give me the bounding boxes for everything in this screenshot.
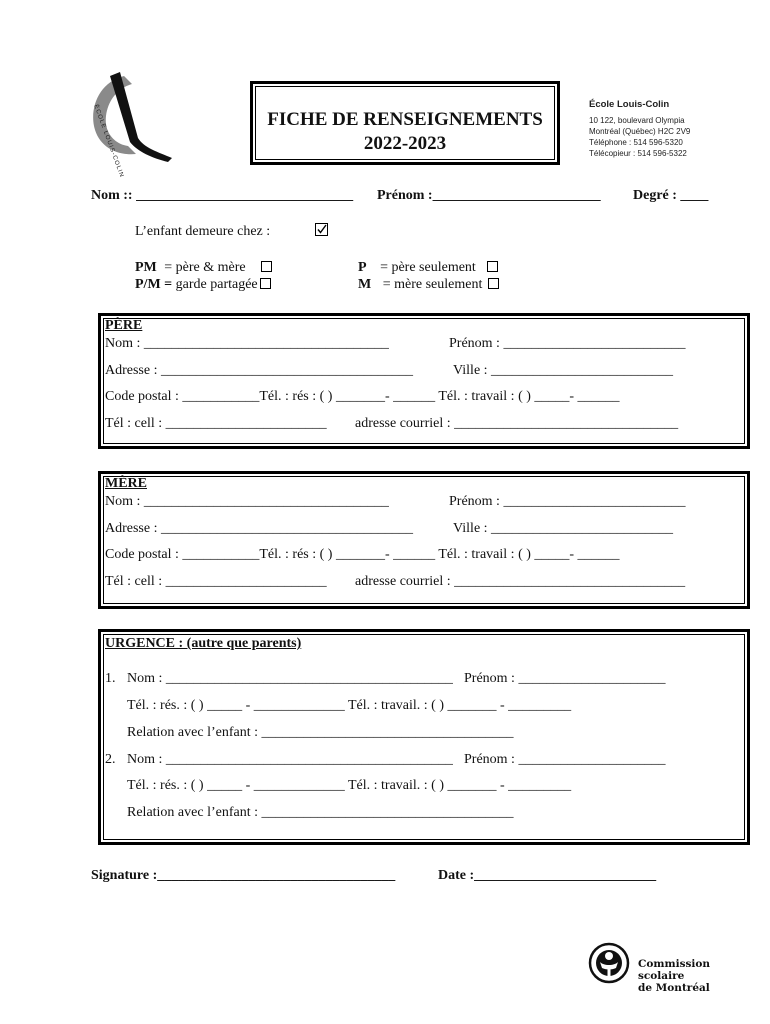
mere-cell-field[interactable]: Tél : cell : _______________________ (105, 574, 327, 589)
option-p-code: P (358, 260, 367, 275)
signature-field[interactable]: Signature :__________________________________ (91, 868, 396, 883)
title-box (250, 81, 560, 165)
student-prenom-field[interactable]: Prénom :________________________ (377, 188, 601, 203)
form-title: FICHE DE RENSEIGNEMENTS (267, 109, 543, 130)
pere-phones-field[interactable]: Code postal : ___________Tél. : rés : ( ) _______- ______ Tél. : travail : ( ) _____- ______ (105, 389, 620, 404)
contact1-prenom-field[interactable]: Prénom : _____________________ (464, 671, 666, 686)
pere-cell-field[interactable]: Tél : cell : _______________________ (105, 416, 327, 431)
school-phone: Téléphone : 514 596-5320 (589, 138, 683, 147)
logo-text: ÉCOLE LOUIS-COLIN (92, 104, 125, 179)
contact1-nom-field[interactable]: Nom : _________________________________________ (127, 671, 453, 686)
option-p-checkbox[interactable] (487, 261, 498, 272)
option-m-checkbox[interactable] (488, 278, 499, 289)
pere-adresse-field[interactable]: Adresse : ____________________________________ (105, 363, 413, 378)
school-fax: Télécopieur : 514 596-5322 (589, 149, 687, 158)
student-degre-field[interactable]: Degré : ____ (633, 188, 709, 203)
option-p-text: = père seulement (380, 260, 476, 275)
school-name: École Louis-Colin (589, 99, 670, 110)
contact2-phones-field[interactable]: Tél. : rés. : ( ) _____ - _____________ Tél. : travail. : ( ) _______ - _________ (127, 778, 572, 793)
mere-adresse-field[interactable]: Adresse : ____________________________________ (105, 521, 413, 536)
csdm-line2: scolaire (638, 970, 685, 982)
csdm-line3: de Montréal (638, 982, 710, 994)
option-p[interactable] (358, 260, 498, 276)
csdm-name (638, 958, 710, 994)
option-pm-checkbox[interactable] (261, 261, 272, 272)
residence-checkbox[interactable] (315, 223, 328, 241)
check-icon (315, 223, 328, 236)
option-pm2-checkbox[interactable] (260, 278, 271, 289)
contact2-nom-field[interactable]: Nom : _________________________________________ (127, 752, 453, 767)
pere-ville-field[interactable]: Ville : __________________________ (453, 363, 674, 378)
pere-heading: PÈRE (105, 318, 143, 333)
date-field[interactable]: Date :__________________________ (438, 868, 657, 883)
mere-phones-field[interactable]: Code postal : ___________Tél. : rés : ( ) _______- ______ Tél. : travail : ( ) _____- ______ (105, 547, 620, 562)
mere-email-field[interactable]: adresse courriel : _________________________________ (355, 574, 686, 589)
pere-email-field[interactable]: adresse courriel : ________________________________ (355, 416, 679, 431)
option-pm-text: = père & mère (164, 260, 246, 275)
contact1-number: 1. (105, 671, 116, 686)
option-pm[interactable] (135, 260, 272, 276)
school-city: Montréal (Québec) H2C 2V9 (589, 127, 691, 136)
option-pm-code: PM (135, 260, 157, 275)
school-address: 10 122, boulevard Olympia (589, 116, 685, 125)
csdm-line1: Commission (638, 958, 711, 970)
option-m-text: = mère seulement (382, 277, 483, 292)
school-year: 2022-2023 (363, 133, 447, 154)
school-info (589, 99, 690, 159)
contact1-phones-field[interactable]: Tél. : rés. : ( ) _____ - _____________ Tél. : travail. : ( ) _______ - _________ (127, 698, 572, 713)
option-m-code: M (358, 277, 372, 292)
student-nom-field[interactable]: Nom :: _______________________________ (91, 188, 354, 203)
option-pm2-code: P/M = (135, 277, 173, 292)
contact1-relation-field[interactable]: Relation avec l’enfant : ____________________________________ (127, 725, 514, 740)
mere-heading: MÈRE (105, 476, 147, 491)
option-pm2-text: garde partagée (175, 277, 258, 292)
mere-ville-field[interactable]: Ville : __________________________ (453, 521, 674, 536)
option-pm2[interactable] (135, 277, 271, 293)
csdm-logo (588, 942, 630, 984)
contact2-relation-field[interactable]: Relation avec l’enfant : ____________________________________ (127, 805, 514, 820)
mere-nom-field[interactable]: Nom : ___________________________________ (105, 494, 389, 509)
residence-label: L’enfant demeure chez : (135, 224, 271, 239)
contact2-prenom-field[interactable]: Prénom : _____________________ (464, 752, 666, 767)
mere-prenom-field[interactable]: Prénom : __________________________ (449, 494, 686, 509)
pere-prenom-field[interactable]: Prénom : __________________________ (449, 336, 686, 351)
pere-nom-field[interactable]: Nom : ___________________________________ (105, 336, 389, 351)
urgence-heading: URGENCE : (autre que parents) (105, 636, 302, 651)
option-m[interactable] (358, 277, 499, 293)
contact2-number: 2. (105, 752, 116, 767)
